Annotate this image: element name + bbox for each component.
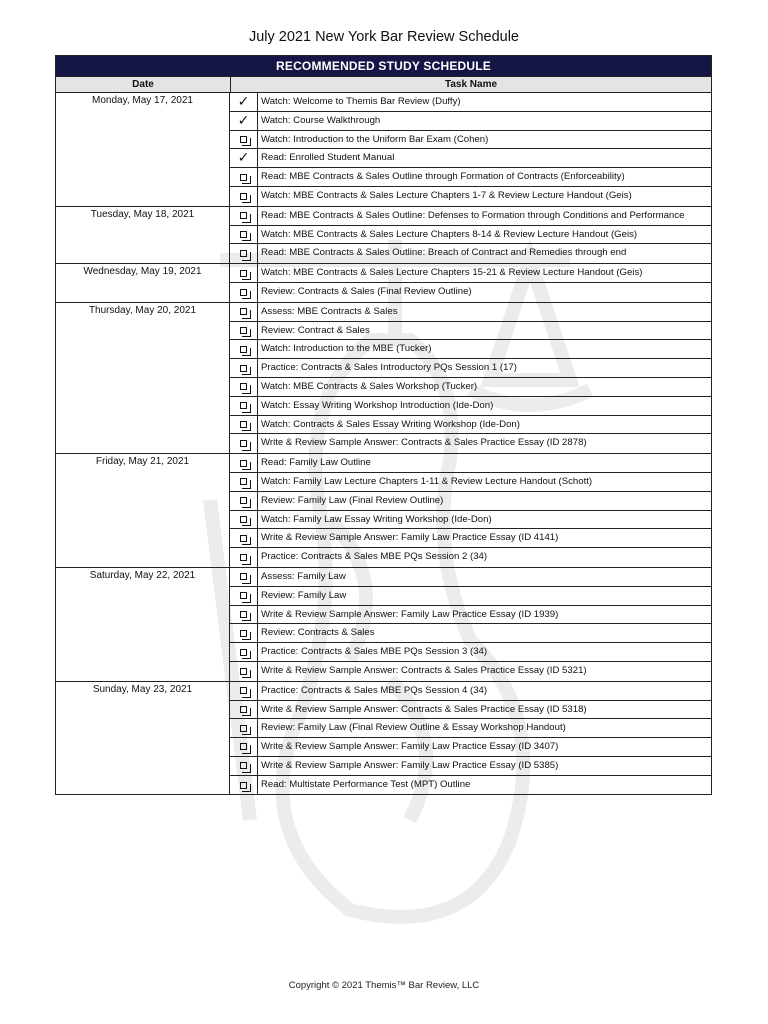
task-checkbox[interactable] [230, 397, 258, 415]
task-list [230, 303, 711, 453]
empty-checkbox-icon [240, 516, 247, 523]
empty-checkbox-icon [240, 270, 247, 277]
day-date: Friday, May 21, 2021 [56, 454, 230, 567]
task-name: Watch: Welcome to Themis Bar Review (Duffy) [261, 96, 461, 107]
task-checkbox[interactable] [230, 283, 258, 302]
task-checkbox[interactable] [230, 473, 258, 491]
table-header-row [56, 76, 711, 93]
task-row [230, 454, 711, 473]
task-checkbox[interactable] [230, 492, 258, 510]
empty-checkbox-icon [240, 782, 247, 789]
schedule-banner: RECOMMENDED STUDY SCHEDULE [56, 56, 711, 76]
day-group [56, 93, 711, 207]
task-row [230, 738, 711, 757]
task-checkbox[interactable] [230, 264, 258, 282]
task-name: Write & Review Sample Answer: Family Law Practice Essay (ID 4141) [261, 532, 559, 544]
task-name: Write & Review Sample Answer: Family Law Practice Essay (ID 3407) [261, 741, 559, 753]
task-name: Write & Review Sample Answer: Family Law Practice Essay (ID 1939) [261, 608, 559, 620]
study-schedule-table [55, 55, 712, 795]
task-row [230, 244, 711, 263]
task-name: Assess: MBE Contracts & Sales [261, 305, 398, 317]
task-row [230, 643, 711, 662]
task-name: Practice: Contracts & Sales MBE PQs Session 2 (34) [261, 551, 488, 563]
task-row [230, 682, 711, 701]
task-name: Watch: MBE Contracts & Sales Lecture Chapters 1-7 & Review Lecture Handout (Geis) [261, 189, 632, 201]
task-row [230, 207, 711, 226]
task-checkbox[interactable] [230, 548, 258, 567]
empty-checkbox-icon [240, 535, 247, 542]
task-checkbox[interactable] [230, 226, 258, 244]
task-row [230, 548, 711, 567]
day-date: Saturday, May 22, 2021 [56, 568, 230, 681]
empty-checkbox-icon [240, 308, 247, 315]
task-name: Review: Family Law (Final Review Outline) [261, 494, 444, 506]
task-column-header: Task Name [444, 79, 498, 90]
task-name: Watch: Essay Writing Workshop Introduction (Ide-Don) [261, 399, 494, 411]
task-row [230, 131, 711, 150]
empty-checkbox-icon [240, 289, 247, 296]
task-name: Read: MBE Contracts & Sales Outline: Breach of Contract and Remedies through end [261, 247, 627, 259]
task-checkbox[interactable] [230, 662, 258, 681]
date-column-header: Date [56, 77, 231, 92]
task-name: Watch: Introduction to the MBE (Tucker) [261, 343, 432, 355]
task-name: Read: Multistate Performance Test (MPT) Outline [261, 778, 471, 790]
task-row [230, 187, 711, 206]
task-row [230, 624, 711, 643]
day-group [56, 303, 711, 454]
empty-checkbox-icon [240, 497, 247, 504]
task-checkbox[interactable] [230, 207, 258, 225]
task-row [230, 226, 711, 245]
task-list [230, 93, 711, 206]
task-name: Read: MBE Contracts & Sales Outline: Defenses to Formation through Conditions and Performance [261, 209, 685, 221]
task-list [230, 207, 711, 263]
task-row [230, 587, 711, 606]
task-row [230, 434, 711, 453]
task-name: Write & Review Sample Answer: Contracts & Sales Practice Essay (ID 5321) [261, 664, 587, 676]
empty-checkbox-icon [240, 174, 247, 181]
task-name: Practice: Contracts & Sales Introductory PQs Session 1 (17) [261, 362, 517, 374]
empty-checkbox-icon [240, 136, 247, 143]
task-checkbox[interactable] [230, 168, 258, 186]
empty-checkbox-icon [240, 421, 247, 428]
task-checkbox[interactable] [230, 643, 258, 661]
empty-checkbox-icon [240, 460, 247, 467]
checkmark-icon: ✓ [237, 150, 250, 167]
task-row [230, 112, 711, 131]
task-name: Read: Family Law Outline [261, 457, 371, 469]
task-checkbox[interactable] [230, 511, 258, 529]
task-name: Review: Family Law [261, 589, 347, 601]
task-checkbox[interactable] [230, 624, 258, 642]
day-date: Wednesday, May 19, 2021 [56, 264, 230, 302]
day-group [56, 682, 711, 795]
empty-checkbox-icon [240, 725, 247, 732]
schedule-body [56, 93, 711, 794]
empty-checkbox-icon [240, 743, 247, 750]
empty-checkbox-icon [240, 193, 247, 200]
task-row [230, 719, 711, 738]
day-date: Tuesday, May 18, 2021 [56, 207, 230, 263]
day-group [56, 264, 711, 303]
empty-checkbox-icon [240, 478, 247, 485]
checkmark-icon: ✓ [237, 112, 250, 129]
empty-checkbox-icon [240, 630, 247, 637]
task-name: Watch: MBE Contracts & Sales Lecture Chapters 15-21 & Review Lecture Handout (Geis) [261, 267, 643, 279]
task-list [230, 454, 711, 567]
task-checkbox[interactable] [230, 606, 258, 624]
empty-checkbox-icon [240, 668, 247, 675]
task-checkbox[interactable] [230, 738, 258, 756]
task-checkbox[interactable] [230, 416, 258, 434]
task-checkbox[interactable] [230, 112, 258, 130]
task-checkbox[interactable] [230, 187, 258, 206]
task-row [230, 303, 711, 322]
task-name: Watch: MBE Contracts & Sales Lecture Chapters 8-14 & Review Lecture Handout (Geis) [261, 228, 638, 240]
task-checkbox[interactable] [230, 93, 258, 111]
task-row [230, 283, 711, 302]
task-name: Watch: MBE Contracts & Sales Workshop (Tucker) [261, 380, 478, 392]
task-row [230, 662, 711, 681]
task-name: Read: MBE Contracts & Sales Outline through Formation of Contracts (Enforceability) [261, 171, 625, 183]
task-row [230, 340, 711, 359]
task-name: Watch: Family Law Essay Writing Workshop (Ide-Don) [261, 513, 492, 525]
task-row [230, 757, 711, 776]
task-checkbox[interactable] [230, 776, 258, 795]
task-checkbox[interactable] [230, 701, 258, 719]
checkmark-icon: ✓ [237, 93, 250, 110]
task-name: Watch: Family Law Lecture Chapters 1-11 & Review Lecture Handout (Schott) [261, 475, 593, 487]
task-name: Watch: Contracts & Sales Essay Writing Workshop (Ide-Don) [261, 418, 520, 430]
empty-checkbox-icon [240, 346, 247, 353]
task-row [230, 322, 711, 341]
task-row [230, 529, 711, 548]
task-name: Write & Review Sample Answer: Family Law Practice Essay (ID 5385) [261, 759, 559, 771]
task-name: Practice: Contracts & Sales MBE PQs Session 3 (34) [261, 646, 488, 658]
empty-checkbox-icon [240, 762, 247, 769]
task-name: Watch: Introduction to the Uniform Bar Exam (Cohen) [261, 133, 489, 145]
task-checkbox[interactable] [230, 340, 258, 358]
task-name: Read: Enrolled Student Manual [261, 152, 395, 164]
task-row [230, 397, 711, 416]
task-checkbox[interactable] [230, 757, 258, 775]
task-name: Review: Contracts & Sales (Final Review Outline) [261, 285, 472, 297]
task-checkbox[interactable] [230, 322, 258, 340]
empty-checkbox-icon [240, 231, 247, 238]
empty-checkbox-icon [240, 611, 247, 618]
task-row [230, 416, 711, 435]
day-date: Thursday, May 20, 2021 [56, 303, 230, 453]
task-checkbox[interactable] [230, 378, 258, 396]
empty-checkbox-icon [240, 573, 247, 580]
empty-checkbox-icon [240, 212, 247, 219]
empty-checkbox-icon [240, 440, 247, 447]
task-row [230, 93, 711, 112]
task-checkbox[interactable] [230, 568, 258, 586]
task-checkbox[interactable] [230, 303, 258, 321]
day-group [56, 454, 711, 568]
task-checkbox[interactable] [230, 454, 258, 472]
task-row [230, 168, 711, 187]
task-row [230, 776, 711, 795]
task-list [230, 568, 711, 681]
task-row [230, 378, 711, 397]
task-row [230, 701, 711, 720]
empty-checkbox-icon [240, 327, 247, 334]
empty-checkbox-icon [240, 687, 247, 694]
task-row [230, 473, 711, 492]
task-checkbox[interactable] [230, 682, 258, 700]
task-row [230, 568, 711, 587]
day-group [56, 207, 711, 264]
task-row [230, 264, 711, 283]
day-group [56, 568, 711, 682]
task-name: Write & Review Sample Answer: Contracts & Sales Practice Essay (ID 5318) [261, 703, 587, 715]
task-row [230, 606, 711, 625]
task-name: Review: Contracts & Sales [261, 627, 375, 639]
empty-checkbox-icon [240, 554, 247, 561]
task-checkbox[interactable] [230, 434, 258, 453]
page-title: July 2021 New York Bar Review Schedule [248, 29, 519, 45]
empty-checkbox-icon [240, 383, 247, 390]
empty-checkbox-icon [240, 592, 247, 599]
empty-checkbox-icon [240, 365, 247, 372]
task-checkbox[interactable] [230, 131, 258, 149]
empty-checkbox-icon [240, 706, 247, 713]
task-checkbox[interactable] [230, 719, 258, 737]
task-name: Write & Review Sample Answer: Contracts & Sales Practice Essay (ID 2878) [261, 437, 587, 449]
task-row [230, 492, 711, 511]
task-name: Review: Family Law (Final Review Outline & Essay Workshop Handout) [261, 722, 566, 734]
day-date: Monday, May 17, 2021 [56, 93, 230, 206]
task-checkbox[interactable] [230, 587, 258, 605]
task-checkbox[interactable] [230, 359, 258, 377]
task-name: Watch: Course Walkthrough [261, 114, 381, 126]
task-list [230, 264, 711, 302]
task-checkbox[interactable] [230, 244, 258, 263]
task-row [230, 149, 711, 168]
empty-checkbox-icon [240, 250, 247, 257]
task-checkbox[interactable] [230, 149, 258, 167]
task-name: Practice: Contracts & Sales MBE PQs Session 4 (34) [261, 684, 488, 696]
task-row [230, 511, 711, 530]
task-list [230, 682, 711, 795]
empty-checkbox-icon [240, 402, 247, 409]
task-name: Review: Contract & Sales [261, 324, 370, 336]
task-row [230, 359, 711, 378]
task-checkbox[interactable] [230, 529, 258, 547]
copyright-footer: Copyright © 2021 Themis™ Bar Review, LLC [288, 980, 480, 991]
day-date: Sunday, May 23, 2021 [56, 682, 230, 795]
task-name: Assess: Family Law [261, 570, 346, 582]
empty-checkbox-icon [240, 649, 247, 656]
